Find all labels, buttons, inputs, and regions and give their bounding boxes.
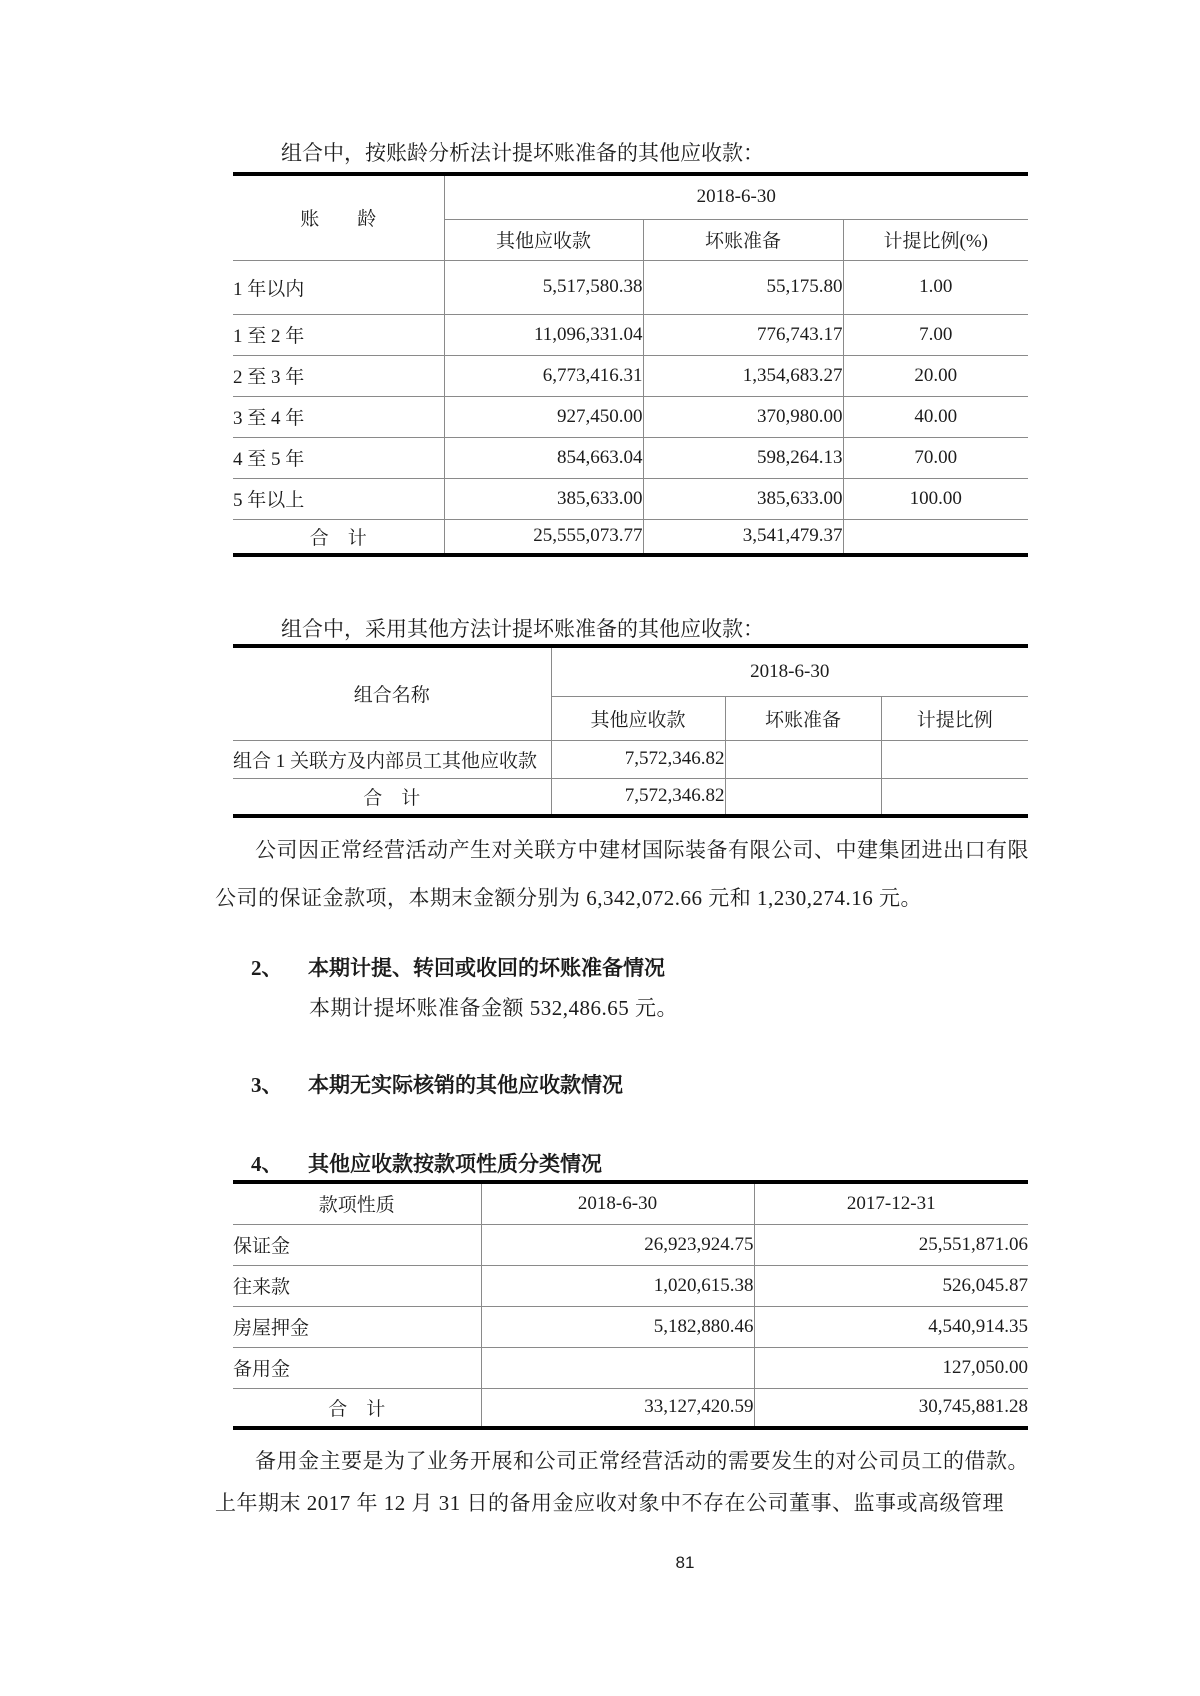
cell-age-label: 4 至 5 年 <box>233 437 444 478</box>
header-cell-provision: 坏账准备 <box>643 219 843 260</box>
cell-provision: 55,175.80 <box>643 260 843 314</box>
cell-total-label: 合 计 <box>309 527 367 549</box>
header-cell-2017: 2017-12-31 <box>754 1182 1028 1224</box>
section-2-title: 本期计提、转回或收回的坏账准备情况 <box>308 956 665 980</box>
cell-provision: 1,354,683.27 <box>643 355 843 396</box>
table-row <box>233 1347 1028 1388</box>
cell-age-label: 1 年以内 <box>233 260 444 314</box>
section-4-number: 4、 <box>251 1152 283 1176</box>
cell-ratio: 70.00 <box>843 437 1028 478</box>
cell-total-ratio <box>881 778 1028 816</box>
cell-provision: 776,743.17 <box>643 314 843 355</box>
cell-total-2018: 33,127,420.59 <box>481 1388 754 1428</box>
cell-ratio: 7.00 <box>843 314 1028 355</box>
section-2-number: 2、 <box>251 956 283 980</box>
cell-total-receivable: 7,572,346.82 <box>551 778 725 816</box>
cell-2017-value: 127,050.00 <box>754 1347 1028 1388</box>
cell-total-ratio <box>843 519 1028 555</box>
cell-2017-value: 4,540,914.35 <box>754 1306 1028 1347</box>
section-2-heading <box>251 955 665 981</box>
cell-2018-value: 26,923,924.75 <box>481 1224 754 1265</box>
table-row <box>233 396 1028 437</box>
table-row <box>233 1306 1028 1347</box>
cell-receivable: 6,773,416.31 <box>444 355 643 396</box>
section-3-heading <box>251 1072 623 1098</box>
cell-receivable: 927,450.00 <box>444 396 643 437</box>
header-cell-ratio: 计提比例(%) <box>843 219 1028 260</box>
heading-other-method: 组合中，采用其他方法计提坏账准备的其他应收款： <box>281 617 764 641</box>
section-4-title: 其他应收款按款项性质分类情况 <box>308 1152 602 1176</box>
cell-provision <box>725 740 881 778</box>
aging-analysis-table <box>233 172 1028 557</box>
section-3-number: 3、 <box>251 1073 283 1097</box>
paragraph-guarantee-line2: 公司的保证金款项，本期末金额分别为 6,342,072.66 元和 1,230,274.16 元。 <box>215 886 922 910</box>
heading-aging-method: 组合中，按账龄分析法计提坏账准备的其他应收款： <box>281 141 764 165</box>
header-cell-2018: 2018-6-30 <box>481 1182 754 1224</box>
table-row <box>233 314 1028 355</box>
cell-portfolio-label: 组合 1 关联方及内部员工其他应收款 <box>233 740 551 778</box>
cell-total-label: 合 计 <box>328 1398 386 1420</box>
table-header-row <box>233 1182 1028 1224</box>
table-row <box>233 740 1028 778</box>
table-row <box>233 478 1028 519</box>
cell-total-label: 合 计 <box>363 787 421 809</box>
table-header-row <box>233 646 1028 696</box>
header-cell-receivable: 其他应收款 <box>551 696 725 740</box>
table-row <box>233 1224 1028 1265</box>
section-2-body: 本期计提坏账准备金额 532,486.65 元。 <box>309 996 678 1020</box>
cell-receivable: 7,572,346.82 <box>551 740 725 778</box>
cell-receivable: 385,633.00 <box>444 478 643 519</box>
table-row <box>233 437 1028 478</box>
header-cell-date: 2018-6-30 <box>551 646 1028 696</box>
cell-2018-value: 5,182,880.46 <box>481 1306 754 1347</box>
header-cell-ratio: 计提比例 <box>881 696 1028 740</box>
table-row <box>233 1265 1028 1306</box>
cell-nature-label: 房屋押金 <box>233 1306 481 1347</box>
cell-age-label: 3 至 4 年 <box>233 396 444 437</box>
cell-age-label: 5 年以上 <box>233 478 444 519</box>
cell-provision: 598,264.13 <box>643 437 843 478</box>
cell-2018-value <box>481 1347 754 1388</box>
header-cell-portfolio-name: 组合名称 <box>233 646 551 740</box>
cell-ratio: 1.00 <box>843 260 1028 314</box>
cell-total-provision <box>725 778 881 816</box>
cell-provision: 385,633.00 <box>643 478 843 519</box>
header-cell-nature: 款项性质 <box>233 1182 481 1224</box>
table-row <box>233 355 1028 396</box>
nature-classification-table <box>233 1180 1028 1430</box>
other-method-table <box>233 644 1028 818</box>
cell-receivable: 5,517,580.38 <box>444 260 643 314</box>
cell-ratio: 20.00 <box>843 355 1028 396</box>
cell-receivable: 854,663.04 <box>444 437 643 478</box>
cell-ratio: 40.00 <box>843 396 1028 437</box>
footer-paragraph-line2: 上年期末 2017 年 12 月 31 日的备用金应收对象中不存在公司董事、监事或高级管理 <box>215 1491 1004 1515</box>
cell-total-provision: 3,541,479.37 <box>643 519 843 555</box>
table-row <box>233 260 1028 314</box>
cell-age-label: 1 至 2 年 <box>233 314 444 355</box>
header-cell-receivable: 其他应收款 <box>444 219 643 260</box>
cell-ratio <box>881 740 1028 778</box>
section-4-heading <box>251 1151 602 1177</box>
table-total-row <box>233 778 1028 816</box>
table-header-row <box>233 174 1028 219</box>
cell-nature-label: 保证金 <box>233 1224 481 1265</box>
cell-nature-label: 往来款 <box>233 1265 481 1306</box>
page-number: 81 <box>675 1553 695 1572</box>
table-total-row <box>233 1388 1028 1428</box>
cell-receivable: 11,096,331.04 <box>444 314 643 355</box>
cell-ratio: 100.00 <box>843 478 1028 519</box>
section-3-title: 本期无实际核销的其他应收款情况 <box>308 1073 623 1097</box>
cell-nature-label: 备用金 <box>233 1347 481 1388</box>
cell-total-2017: 30,745,881.28 <box>754 1388 1028 1428</box>
cell-2018-value: 1,020,615.38 <box>481 1265 754 1306</box>
footer-paragraph-line1: 备用金主要是为了业务开展和公司正常经营活动的需要发生的对公司员工的借款。 <box>255 1449 1029 1473</box>
cell-age-label: 2 至 3 年 <box>233 355 444 396</box>
cell-total-receivable: 25,555,073.77 <box>444 519 643 555</box>
header-cell-provision: 坏账准备 <box>725 696 881 740</box>
header-cell-date: 2018-6-30 <box>444 174 1028 219</box>
table-total-row <box>233 519 1028 555</box>
header-cell-aging: 账 龄 <box>233 174 444 260</box>
cell-2017-value: 25,551,871.06 <box>754 1224 1028 1265</box>
paragraph-guarantee-line1: 公司因正常经营活动产生对关联方中建材国际装备有限公司、中建集团进出口有限 <box>255 838 1029 862</box>
cell-provision: 370,980.00 <box>643 396 843 437</box>
cell-2017-value: 526,045.87 <box>754 1265 1028 1306</box>
